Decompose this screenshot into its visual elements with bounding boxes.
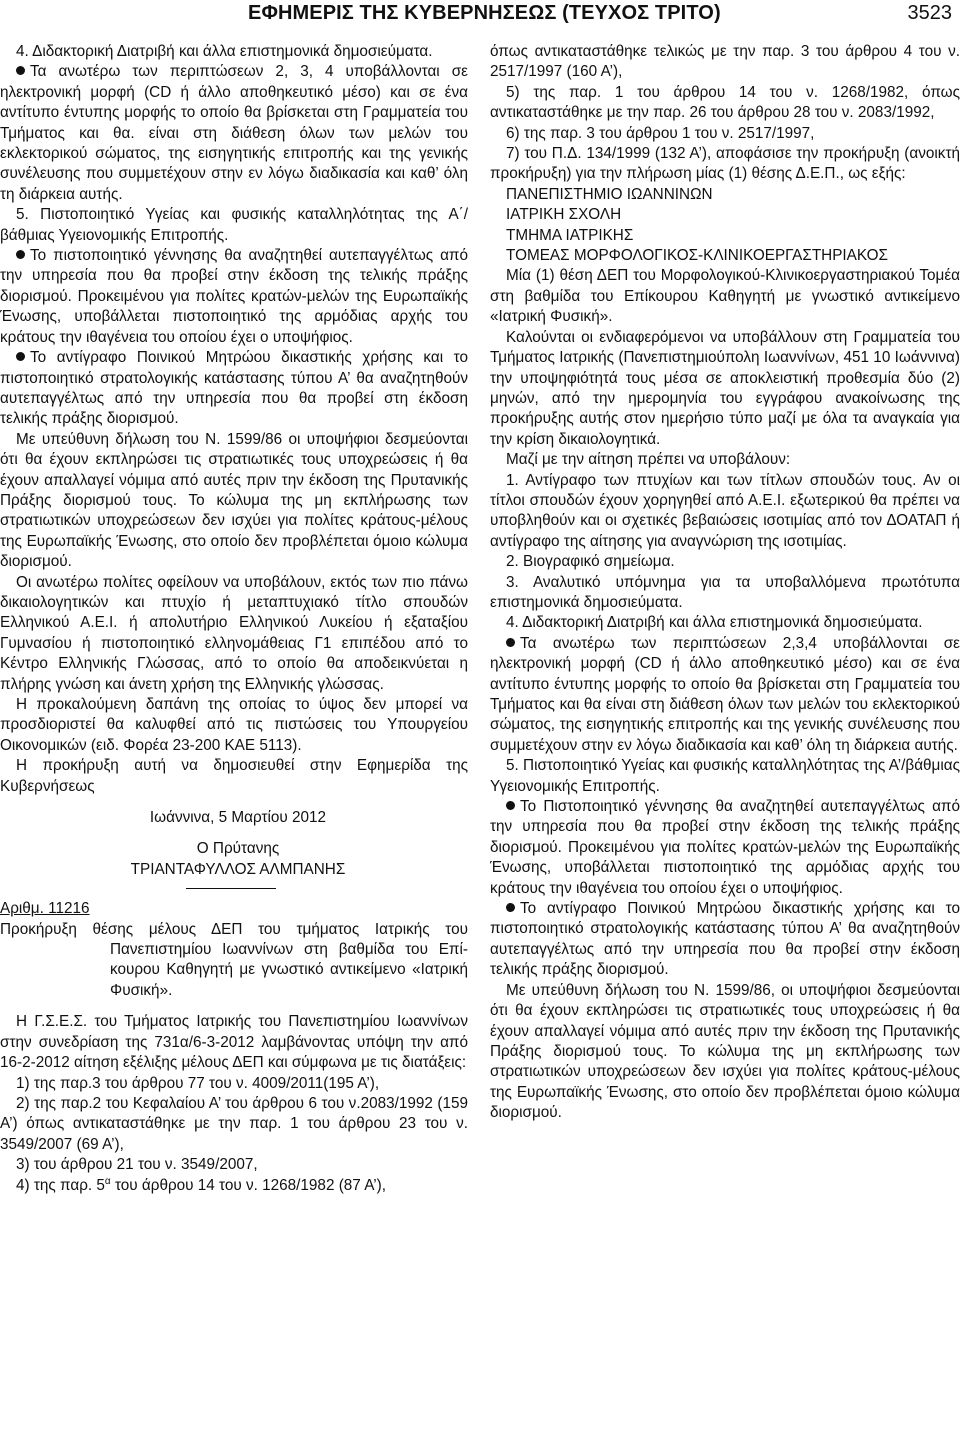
- bullet-icon: [506, 903, 515, 912]
- item-doctoral-thesis: 4. Διδακτορική Διατριβή και άλλα επιστημονικά δημοσιεύματα.: [16, 43, 433, 60]
- law-continuation: όπως αντικαταστάθηκε τελικώς με την παρ. 3 του άρθρου 4 του ν. 2517/1997 (160 Α’),: [490, 43, 960, 81]
- school-name: ΙΑΤΡΙΚΗ ΣΧΟΛΗ: [506, 206, 622, 224]
- item-health-certificate: 5. Πιστοποιητικό Υγείας και φυσικής καταλληλότητας της Α΄/βάθμιας Υγειονομικής Επιτροπής.: [0, 206, 468, 244]
- position-description: Μία (1) θέση ΔΕΠ του Μορφολογικού-Κλινικοεργαστηριακού Τομέα στη βαθμίδα του Επίκουρου Καθηγητή με γνωστικό αντικείμενο «Ιατρική Φυσική».: [490, 267, 960, 326]
- university-name: ΠΑΝΕΠΙΣΤΗΜΙΟ ΙΩΑΝΝΙΝΩΝ: [506, 185, 713, 203]
- signature-place-date: Ιωάννινα, 5 Μαρτίου 2012: [149, 809, 327, 827]
- military-obligations-paragraph: Με υπεύθυνη δήλωση του Ν. 1599/86 οι υποψήφιοι δεσμεύονται ότι θα έχουν εκπληρώσει τις στρατιωτικές τους υποχρεώσεις ή θα έχουν απαλλαγεί νόμιμα από αυτές πριν την έκδοση της Πρυτανικής Πράξης διορισμού τους. Το κώλυμα της μη εκπλήρωσης των στρατιωτικών υποχρεώσεων δεν ισχύει για πολίτες κράτους-μέλους της Ευρωπαϊκής Ένωσης, στο οποίο δεν προβλέπεται όμοιο κώλυμα διορισμού.: [0, 430, 468, 571]
- page-header: [0, 0, 960, 32]
- reference-text: Αριθμ. 11216: [0, 900, 90, 918]
- spacer: [0, 1001, 468, 1012]
- law-provision-6: 6) της παρ. 3 του άρθρου 1 του ν. 2517/1997,: [506, 124, 815, 142]
- requirement-1: 1. Αντίγραφο των πτυχίων και των τίτλων σπουδών τους. Αν οι τίτλοι σπουδών έχουν χορηγηθεί από Α.Ε.Ι. εξωτερικού θα πρέπει να υποβληθούν και οι σχετικές βεβαιώσεις ισοτιμίας από τον ΔΟΑΤΑΠ ή αντίγραφο της αίτησης για αναγνώριση της ισοτιμίας.: [490, 471, 960, 550]
- law-provision-3: 3) του άρθρου 21 του ν. 3549/2007,: [16, 1156, 258, 1174]
- requirement-2: 2. Βιογραφικό σημείωμα.: [506, 553, 675, 571]
- military-obligations-paragraph: Με υπεύθυνη δήλωση του Ν. 1599/86, οι υποψήφιοι δεσμεύονται ότι θα έχουν εκπληρώσει τις στρατιωτικές τους υποχρεώσεις ή θα έχουν απαλλαγεί νόμιμα από αυτές πριν την έκδοση της Πρυτανικής Πράξης διορισμού τους. Το κώλυμα της μη εκπλήρωσης των στρατιωτικών υποχρεώσεων δεν ισχύει για πολίτες κράτους-μέλους της Ευρωπαϊκής Ένωσης, στο οποίο δεν προβλέπεται όμοιο κώλυμα διορισμού.: [490, 981, 960, 1122]
- bullet-icon: [16, 250, 25, 259]
- left-column: [0, 42, 468, 1196]
- reference-number: [0, 899, 468, 919]
- bullet-icon: [506, 638, 515, 647]
- gazette-title: ΕΦΗΜΕΡΙΣ ΤΗΣ ΚΥΒΕΡΝΗΣΕΩΣ (ΤΕΥΧΟΣ ΤΡΙΤΟ): [248, 2, 721, 24]
- page-number: 3523: [907, 2, 952, 24]
- council-decision-paragraph: Η Γ.Σ.Ε.Σ. του Τμήματος Ιατρικής του Πανεπιστημίου Ιωαννίνων στην συνεδρίαση της 731α/6-3-2012 λαμβάνοντας υπόψη την από 16-2-2012 αίτηση εξέλιξης μέλους ΔΕΠ και σύμφωνα με τις διατάξεις:: [0, 1013, 468, 1072]
- requirement-5: 5. Πιστοποιητικό Υγείας και φυσικής καταλληλότητας της Α’/βάθμιας Υγειονομικής Επιτροπής.: [490, 757, 960, 795]
- signature-name: ΤΡΙΑΝΤΑΦΥΛΛΟΣ ΑΛΜΠΑΝΗΣ: [130, 860, 346, 878]
- paragraph-text: Το αντίγραφο Ποινικού Μητρώου δικαστικής χρήσης και το πιστοποιητικό στρατολογικής κατάστασης τύπου Α’ θα αναζητηθούν αυτεπαγγέλτως από την υπηρεσία που θα προβεί στη έκδοση τελικής πράξης διορισμού.: [0, 349, 468, 428]
- law-provision-7: 7) του Π.Δ. 134/1999 (132 Α’), αποφάσισε την προκήρυξη (ανοικτή προκήρυξη) για την πλήρωση μίας (1) θέσης Δ.Ε.Π., ως εξής:: [490, 145, 960, 183]
- superscript: α: [104, 1175, 111, 1187]
- law-provision-2: 2) της παρ.2 του Κεφαλαίου Α’ του άρθρου 6 του ν.2083/1992 (159 Α’) όπως αντικαταστάθηκε με την παρ. 1 του άρθρου 23 του ν. 3549/2007 (69 Α’),: [0, 1094, 468, 1153]
- department-name: ΤΜΗΜΑ ΙΑΤΡΙΚΗΣ: [506, 226, 634, 244]
- greek-language-paragraph: Οι ανωτέρω πολίτες οφείλουν να υποβάλουν, εκτός των πιο πάνω δικαιολογητικών και πτυχίο ή μεταπτυχιακό τίτλο σπουδών Ελληνικού Α.Ε.Ι. ή απολυτήριο Ελληνικού Λυκείου ή εξαταξίου Γυμνασίου ή πιστοποιητικό ελληνομάθειας Γ1 επιπέδου από το Κέντρο Ελληνικής Γλώσσας, από το οποίο θα αποδεικνύεται η πλήρης γνώση και άνετη χρήση της Ελληνικής γλώσσας.: [0, 573, 468, 693]
- paragraph-text: Το πιστοποιητικό γέννησης θα αναζητηθεί αυτεπαγγέλτως από την υπηρεσία που θα προβεί στην έκδοση της τελικής πράξης διορισμού. Προκειμένου για πολίτες κρατών-μελών της Ευρωπαϊκής Ένωσης, υποβάλλεται πιστοποιητικό της αρμόδιας αρχής του κράτους την ιθαγένεια του οποίου έχει ο υποψήφιος.: [0, 247, 468, 346]
- birth-certificate-paragraph: [0, 246, 468, 348]
- criminal-record-paragraph: [490, 899, 960, 981]
- paragraph-text: Τα ανωτέρω των περιπτώσεων 2,3,4 υποβάλλονται σε ηλεκτρονική μορφή (CD ή άλλο αποθηκευτικό μέσο) και σε ένα αντίτυπο έντυπης μορφής το οποίο θα βρίσκεται στη Γραμματεία του Τμήματος και θα είναι στη διάθεση όλων των μελών του εκλεκτορικού σώματος, της εισηγητικής επιτροπής και της γενικής συνέλευσης που συμμετέχουν στην εν λόγω διαδικασία και καθ’ όλη τη διάρκεια αυτής.: [490, 634, 960, 754]
- law-provision-1: 1) της παρ.3 του άρθρου 77 του ν. 4009/2011(195 Α’),: [16, 1074, 380, 1092]
- announcement-subject: Προκήρυξη θέσης μέλους ΔΕΠ του τμήματος Ιατρικής του Πανεπιστημίου Ιωαννίνων στη βαθμίδα του Επίκουρου Καθηγητή με γνωστικό αντικείμενο «Ιατρική Φυσική».: [0, 920, 468, 999]
- law-text: 4) της παρ. 5: [16, 1176, 105, 1194]
- requirements-intro: Μαζί με την αίτηση πρέπει να υποβάλουν:: [506, 451, 791, 469]
- expenditure-paragraph: Η προκαλούμενη δαπάνη της οποίας το ύψος δεν μπορεί να προσδιοριστεί θα καλυφθεί από τις πιστώσεις του Υπουργείου Οικονομικών (ειδ. Φορέα 23-200 ΚΑΕ 5113).: [0, 696, 468, 754]
- right-column: [490, 42, 960, 1124]
- law-text: του άρθρου 14 του ν. 1268/1982 (87 Α’),: [110, 1176, 387, 1194]
- sector-name: ΤΟΜΕΑΣ ΜΟΡΦΟΛΟΓΙΚΟΣ-ΚΛΙΝΙΚΟΕΡΓΑΣΤΗΡΙΑΚΟΣ: [506, 247, 888, 265]
- bullet-icon: [16, 66, 25, 75]
- invitation-paragraph: Καλούνται οι ενδιαφερόμενοι να υποβάλλουν στη Γραμματεία του Τμήματος Ιατρικής (Πανεπιστημιούπολη Ιωαννίνων, 451 10 Ιωάννινα) την υποψηφιότητά τους μέσα σε αποκλειστική προθεσμία δύο (2) μηνών, από την ημερομηνία του εγγράφου ανακοίνωσης της προκήρυξης αυτής στον ημερήσιο τύπο μαζί με όλα τα αναγκαία για την κρίση δικαιολογητικά.: [490, 328, 960, 448]
- law-provision-4: [0, 1176, 468, 1196]
- law-provision-5: 5) της παρ. 1 του άρθρου 14 του ν. 1268/1982, όπως αντικαταστάθηκε με την παρ. 26 του άρθρου 28 του ν. 2083/1992,: [490, 83, 960, 122]
- submission-format-paragraph: [0, 62, 468, 205]
- submission-format-paragraph: [490, 634, 960, 756]
- paragraph-text: Το Πιστοποιητικό γέννησης θα αναζητηθεί αυτεπαγγέλτως από την υπηρεσία που θα προβεί στην έκδοση της τελικής πράξης διορισμού. Προκειμένου για πολίτες κρατών-μελών της Ευρωπαϊκής Ένωσης, υποβάλλεται πιστοποιητικό της αρμόδιας αρχής του κράτους την ιθαγένεια του οποίου έχει ο υποψήφιος.: [490, 798, 960, 897]
- requirement-4: 4. Διδακτορική Διατριβή και άλλα επιστημονικά δημοσιεύματα.: [506, 614, 923, 632]
- bullet-icon: [16, 352, 25, 361]
- criminal-record-paragraph: [0, 348, 468, 430]
- spacer: [0, 828, 468, 839]
- signature-role: Ο Πρύτανης: [196, 840, 280, 858]
- paragraph-text: Το αντίγραφο Ποινικού Μητρώου δικαστικής χρήσης και το πιστοποιητικό στρατολογικής κατάστασης τύπου Α’ θα αναζητηθούν αυτεπαγγέλτως από την υπηρεσία που θα προβεί στην έκδοση τελικής πράξης διορισμού.: [490, 900, 960, 979]
- spacer: [0, 797, 468, 808]
- requirement-3: 3. Αναλυτικό υπόμνημα για τα υποβαλλόμενα πρωτότυπα επιστημονικά δημοσιεύματα.: [490, 573, 960, 611]
- publication-paragraph: Η προκήρυξη αυτή να δημοσιευθεί στην Εφημερίδα της Κυβερνήσεως: [0, 757, 468, 795]
- paragraph-text: Τα ανωτέρω των περιπτώσεων 2, 3, 4 υποβάλλονται σε ηλεκτρονική μορφή (CD ή άλλο αποθηκευτικό μέσο) και σε ένα αντίτυπο έντυπης μορφής το οποίο θα βρίσκεται στη Γραμματεία του Τμήματος και θα. είναι στη διάθεση όλων των μελών του εκλεκτορικού σώματος, της εισηγητικής επιτροπής και της γενικής συνέλευσης που συμμετέχουν στην εν λόγω διαδικασία και καθ’ όλη τη διάρκεια αυτής.: [0, 63, 468, 203]
- spacer: [0, 889, 468, 899]
- birth-certificate-paragraph: [490, 797, 960, 899]
- bullet-icon: [506, 801, 515, 810]
